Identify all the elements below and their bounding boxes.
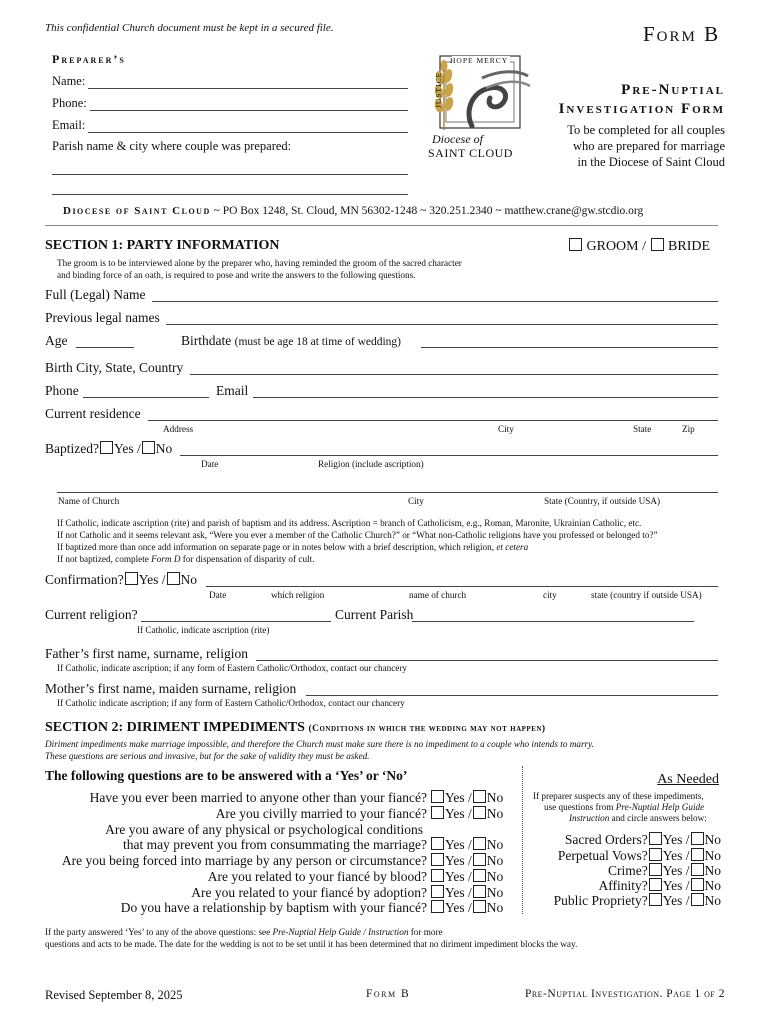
no-checkbox[interactable] bbox=[691, 832, 704, 845]
confirmation-field[interactable] bbox=[206, 586, 718, 587]
baptism-religion-caption: Religion (include ascription) bbox=[318, 459, 424, 469]
title-line-1: Pre-Nuptial bbox=[621, 82, 725, 98]
yes-checkbox[interactable] bbox=[649, 848, 662, 861]
residence-address-caption: Address bbox=[163, 424, 194, 434]
logo-mercy-text: HOPE MERCY bbox=[450, 56, 509, 65]
as-needed-note-3b: and circle answers below: bbox=[609, 813, 707, 823]
groom-label: GROOM / bbox=[586, 239, 650, 254]
footer-form-label: Form B bbox=[366, 988, 411, 1000]
confirmation-no-checkbox[interactable] bbox=[167, 572, 180, 585]
answer-row bbox=[430, 853, 503, 869]
phone-field[interactable] bbox=[83, 397, 209, 398]
groom-bride-selector bbox=[568, 238, 710, 255]
yes-checkbox[interactable] bbox=[431, 806, 444, 819]
section2-footer-note-2: questions and acts to be made. The date for the wedding is not to be set until it has been determined that no diriment impediment blocks the way. bbox=[45, 939, 578, 949]
no-label: No bbox=[704, 832, 721, 847]
perpetual-vows-label: Perpetual Vows? bbox=[557, 848, 648, 863]
confirmation-religion-caption: which religion bbox=[271, 590, 325, 600]
section2-intro-1: Diriment impediments make marriage impossible, and therefore the Church must make sure there is no impediment to a couple who intends to marry. bbox=[45, 739, 594, 749]
as-needed-sacred-orders bbox=[565, 832, 721, 848]
contact-line bbox=[63, 205, 643, 217]
public-propriety-label: Public Propriety? bbox=[553, 893, 648, 908]
yes-label: Yes / bbox=[445, 869, 472, 884]
revised-date: Revised September 8, 2025 bbox=[45, 988, 183, 1002]
parish-field-2[interactable] bbox=[52, 194, 408, 195]
preparer-name-label: Name: bbox=[52, 74, 86, 88]
phone-label: Phone bbox=[45, 383, 79, 398]
no-label: No bbox=[486, 853, 504, 868]
preparer-email-label: Email: bbox=[52, 118, 86, 132]
yes-checkbox[interactable] bbox=[431, 869, 444, 882]
question-baptism-relation: Do you have a relationship by baptism with your fiancé? bbox=[120, 900, 427, 915]
question-adoption: Are you related to your fiancé by adoption? bbox=[191, 885, 427, 900]
yes-checkbox[interactable] bbox=[649, 893, 662, 906]
birth-city-label: Birth City, State, Country bbox=[45, 360, 184, 375]
confirmation-church-caption: name of church bbox=[409, 590, 467, 600]
contact-details: ~ PO Box 1248, St. Cloud, MN 56302-1248 ~ 320.251.2340 ~ matthew.crane@gw.stcdio.org bbox=[213, 205, 644, 217]
no-label: No bbox=[704, 848, 721, 863]
answer-row bbox=[430, 885, 503, 901]
yes-label: Yes / bbox=[662, 848, 690, 863]
yes-label: Yes / bbox=[662, 878, 690, 893]
no-checkbox[interactable] bbox=[691, 863, 704, 876]
mother-label: Mother’s first name, maiden surname, religion bbox=[45, 681, 297, 696]
confirmation-city-caption: city bbox=[543, 590, 557, 600]
as-needed-public-propriety bbox=[554, 893, 721, 909]
baptism-note-4 bbox=[57, 554, 314, 564]
as-needed-note-3 bbox=[569, 813, 707, 823]
prev-names-label: Previous legal names bbox=[45, 310, 160, 325]
footer-note-1c: for more bbox=[408, 927, 443, 937]
yes-checkbox[interactable] bbox=[649, 863, 662, 876]
mother-field[interactable] bbox=[306, 695, 718, 696]
no-checkbox[interactable] bbox=[473, 790, 486, 803]
confirmation-question bbox=[45, 572, 197, 588]
residence-state-caption: State bbox=[633, 424, 652, 434]
confirmation-date-caption: Date bbox=[209, 590, 227, 600]
current-religion-field[interactable] bbox=[141, 621, 331, 622]
preparers-heading: Preparer’s bbox=[52, 52, 126, 66]
question-civilly-married: Are you civilly married to your fiancé? bbox=[215, 806, 427, 821]
yes-checkbox[interactable] bbox=[431, 853, 444, 866]
as-needed-perpetual-vows bbox=[558, 848, 721, 864]
yes-label: Yes / bbox=[445, 806, 472, 821]
contact-diocese: Diocese of Saint Cloud bbox=[63, 205, 211, 217]
title-desc-3: in the Diocese of Saint Cloud bbox=[577, 155, 725, 169]
yes-label: Yes / bbox=[445, 790, 472, 805]
yes-checkbox[interactable] bbox=[431, 885, 444, 898]
confirmation-state-caption: state (country if outside USA) bbox=[591, 590, 702, 600]
logo-saint-cloud: SAINT CLOUD bbox=[428, 146, 513, 160]
no-label: No bbox=[486, 837, 504, 852]
baptism-note-3a: If baptized more than once add information on separate page or in notes below with a brief description, which religion, bbox=[57, 542, 497, 552]
preparer-phone-field[interactable] bbox=[90, 110, 408, 111]
section2-heading bbox=[45, 720, 546, 736]
no-label: No bbox=[486, 806, 504, 821]
no-checkbox[interactable] bbox=[473, 853, 486, 866]
no-label: No bbox=[704, 893, 721, 908]
confirmation-yes-label: Yes / bbox=[138, 572, 166, 587]
confirmation-yes-checkbox[interactable] bbox=[125, 572, 138, 585]
section2-title: SECTION 2: DIRIMENT IMPEDIMENTS bbox=[45, 720, 305, 735]
no-checkbox[interactable] bbox=[473, 869, 486, 882]
yes-label: Yes / bbox=[445, 837, 472, 852]
title-line-2: Investigation Form bbox=[558, 101, 725, 117]
birthdate-text: Birthdate bbox=[181, 333, 232, 348]
contact-divider bbox=[45, 225, 718, 226]
prev-names-field[interactable] bbox=[166, 324, 718, 325]
no-label: No bbox=[486, 885, 504, 900]
baptism-note-4c: for dispensation of disparity of cult. bbox=[180, 554, 315, 564]
no-label: No bbox=[486, 900, 504, 915]
as-needed-affinity bbox=[598, 878, 721, 894]
yes-checkbox[interactable] bbox=[431, 837, 444, 850]
yes-label: Yes / bbox=[662, 832, 690, 847]
current-parish-label: Current Parish bbox=[335, 607, 414, 622]
footer-note-1b: Pre-Nuptial Help Guide / Instruction bbox=[272, 927, 409, 937]
as-needed-box bbox=[522, 766, 723, 914]
baptism-note-4a: If not baptized, complete bbox=[57, 554, 152, 564]
preparer-email-field[interactable] bbox=[88, 132, 408, 133]
section1-intro-1: The groom is to be interviewed alone by the preparer who, having reminded the groom of the sacred character bbox=[57, 258, 462, 268]
logo-justice-text: JUSTICE bbox=[434, 71, 443, 108]
baptism-note-3b: et cetera bbox=[496, 542, 529, 552]
baptism-note-4b: Form D bbox=[151, 554, 181, 564]
age-field[interactable] bbox=[76, 347, 134, 348]
answer-row bbox=[430, 869, 503, 885]
yes-checkbox[interactable] bbox=[431, 790, 444, 803]
crime-label: Crime? bbox=[607, 863, 648, 878]
residence-zip-caption: Zip bbox=[682, 424, 695, 434]
no-label: No bbox=[486, 790, 504, 805]
no-label: No bbox=[704, 863, 721, 878]
bride-label: BRIDE bbox=[668, 239, 711, 254]
church-state-caption: State (Country, if outside USA) bbox=[544, 496, 661, 506]
yes-label: Yes / bbox=[445, 885, 472, 900]
answer-row bbox=[430, 900, 503, 916]
no-checkbox[interactable] bbox=[691, 893, 704, 906]
mother-note: If Catholic indicate ascription; if any form of Eastern Catholic/Orthodox, contact our chancery bbox=[57, 698, 405, 708]
form-label: Form B bbox=[643, 22, 721, 46]
no-checkbox[interactable] bbox=[473, 806, 486, 819]
question-conditions-2: that may prevent you from consummating the marriage? bbox=[122, 837, 427, 852]
logo-diocese-of: Diocese of bbox=[432, 132, 483, 146]
baptism-note-1: If Catholic, indicate ascription (rite) and parish of baptism and its address. Ascription = branch of Catholicism, e.g., Roman, Maronite, Ukrainian Catholic, etc. bbox=[57, 518, 642, 528]
baptized-yes-checkbox[interactable] bbox=[100, 441, 113, 454]
question-married-other: Have you ever been married to anyone other than your fiancé? bbox=[89, 790, 427, 805]
birthdate-label bbox=[181, 333, 401, 349]
as-needed-note-2b: Pre-Nuptial Help Guide bbox=[615, 802, 705, 812]
as-needed-note-3a: Instruction bbox=[569, 813, 610, 823]
diocese-logo bbox=[420, 48, 535, 163]
baptized-label: Baptized? bbox=[45, 441, 99, 456]
confidential-note: This confidential Church document must be kept in a secured file. bbox=[45, 22, 334, 34]
no-checkbox[interactable] bbox=[473, 885, 486, 898]
section2-footer-note-1 bbox=[45, 927, 443, 937]
no-checkbox[interactable] bbox=[473, 900, 486, 913]
section2-lead: The following questions are to be answered with a ‘Yes’ or ‘No’ bbox=[45, 768, 408, 783]
answer-row bbox=[430, 790, 503, 806]
page-number: Pre-Nuptial Investigation. Page 1 of 2 bbox=[524, 988, 725, 1000]
as-needed-note-1: If preparer suspects any of these impediments, bbox=[533, 791, 704, 801]
father-field[interactable] bbox=[256, 660, 718, 661]
confirmation-no-label: No bbox=[180, 572, 198, 587]
answer-row bbox=[430, 837, 503, 853]
preparer-phone-label: Phone: bbox=[52, 96, 87, 110]
full-name-field[interactable] bbox=[152, 301, 718, 302]
sacred-orders-label: Sacred Orders? bbox=[564, 832, 648, 847]
affinity-label: Affinity? bbox=[598, 878, 648, 893]
current-religion-label: Current religion? bbox=[45, 607, 138, 622]
confirmation-label: Confirmation? bbox=[45, 572, 124, 587]
parish-label: Parish name & city where couple was prepared: bbox=[52, 139, 292, 153]
answer-row bbox=[430, 806, 503, 822]
full-name-label: Full (Legal) Name bbox=[45, 287, 146, 302]
age-label: Age bbox=[45, 333, 68, 348]
baptized-question bbox=[45, 441, 172, 457]
church-name-caption: Name of Church bbox=[58, 496, 120, 506]
as-needed-crime bbox=[608, 863, 721, 879]
baptized-no-checkbox[interactable] bbox=[142, 441, 155, 454]
yes-checkbox[interactable] bbox=[431, 900, 444, 913]
birthdate-note: (must be age 18 at time of wedding) bbox=[234, 336, 402, 348]
as-needed-note-2a: use questions from bbox=[544, 802, 616, 812]
as-needed-title: As Needed bbox=[657, 772, 719, 787]
impediment-answers bbox=[430, 790, 515, 920]
section1-heading: SECTION 1: PARTY INFORMATION bbox=[45, 238, 280, 253]
title-desc-2: who are prepared for marriage bbox=[573, 139, 725, 153]
church-city-caption: City bbox=[408, 496, 424, 506]
birthdate-field[interactable] bbox=[421, 347, 718, 348]
baptized-no-label: No bbox=[155, 441, 173, 456]
email-label: Email bbox=[216, 383, 249, 398]
yes-checkbox[interactable] bbox=[649, 832, 662, 845]
yes-label: Yes / bbox=[662, 893, 690, 908]
question-forced: Are you being forced into marriage by any person or circumstance? bbox=[61, 853, 427, 868]
question-conditions-1: Are you aware of any physical or psychological conditions bbox=[105, 822, 423, 837]
no-label: No bbox=[486, 869, 504, 884]
no-label: No bbox=[704, 878, 721, 893]
footer-note-1a: If the party answered ‘Yes’ to any of the above questions: see bbox=[45, 927, 273, 937]
section2-intro-2: These questions are serious and invasive, but for the sake of validity they must be asked. bbox=[45, 751, 370, 761]
baptism-field[interactable] bbox=[180, 455, 718, 456]
bride-checkbox[interactable] bbox=[651, 238, 664, 251]
no-checkbox[interactable] bbox=[473, 837, 486, 850]
religion-note: If Catholic, indicate ascription (rite) bbox=[137, 625, 270, 635]
preparer-name-field[interactable] bbox=[88, 88, 408, 89]
email-field[interactable] bbox=[253, 397, 718, 398]
baptized-yes-label: Yes / bbox=[113, 441, 141, 456]
church-field[interactable] bbox=[57, 492, 718, 493]
section1-intro-2: and binding force of an oath, is required to pose and write the answers to the following questions. bbox=[57, 270, 416, 280]
baptism-note-2: If not Catholic and it seems relevant ask, “Were you ever a member of the Catholic Church?” or “What non-Catholic religions have you professed or belonged to?” bbox=[57, 530, 658, 540]
current-parish-field[interactable] bbox=[412, 621, 694, 622]
parish-field-1[interactable] bbox=[52, 174, 408, 175]
baptism-date-caption: Date bbox=[201, 459, 219, 469]
impediment-questions bbox=[45, 790, 427, 920]
father-note: If Catholic, indicate ascription; if any form of Eastern Catholic/Orthodox, contact our chancery bbox=[57, 663, 408, 673]
yes-label: Yes / bbox=[445, 900, 472, 915]
residence-field[interactable] bbox=[148, 420, 718, 421]
residence-label: Current residence bbox=[45, 406, 141, 421]
groom-checkbox[interactable] bbox=[569, 238, 582, 251]
baptism-note-3 bbox=[57, 542, 528, 552]
as-needed-note-2 bbox=[544, 802, 704, 812]
residence-city-caption: City bbox=[498, 424, 514, 434]
no-checkbox[interactable] bbox=[691, 848, 704, 861]
father-label: Father’s first name, surname, religion bbox=[45, 646, 248, 661]
yes-label: Yes / bbox=[662, 863, 690, 878]
birth-city-field[interactable] bbox=[190, 374, 718, 375]
no-checkbox[interactable] bbox=[691, 878, 704, 891]
title-desc-1: To be completed for all couples bbox=[567, 123, 725, 137]
section2-heading-note: (Conditions in which the wedding may not happen) bbox=[308, 724, 546, 734]
yes-checkbox[interactable] bbox=[649, 878, 662, 891]
yes-label: Yes / bbox=[445, 853, 472, 868]
question-blood: Are you related to your fiancé by blood? bbox=[207, 869, 427, 884]
